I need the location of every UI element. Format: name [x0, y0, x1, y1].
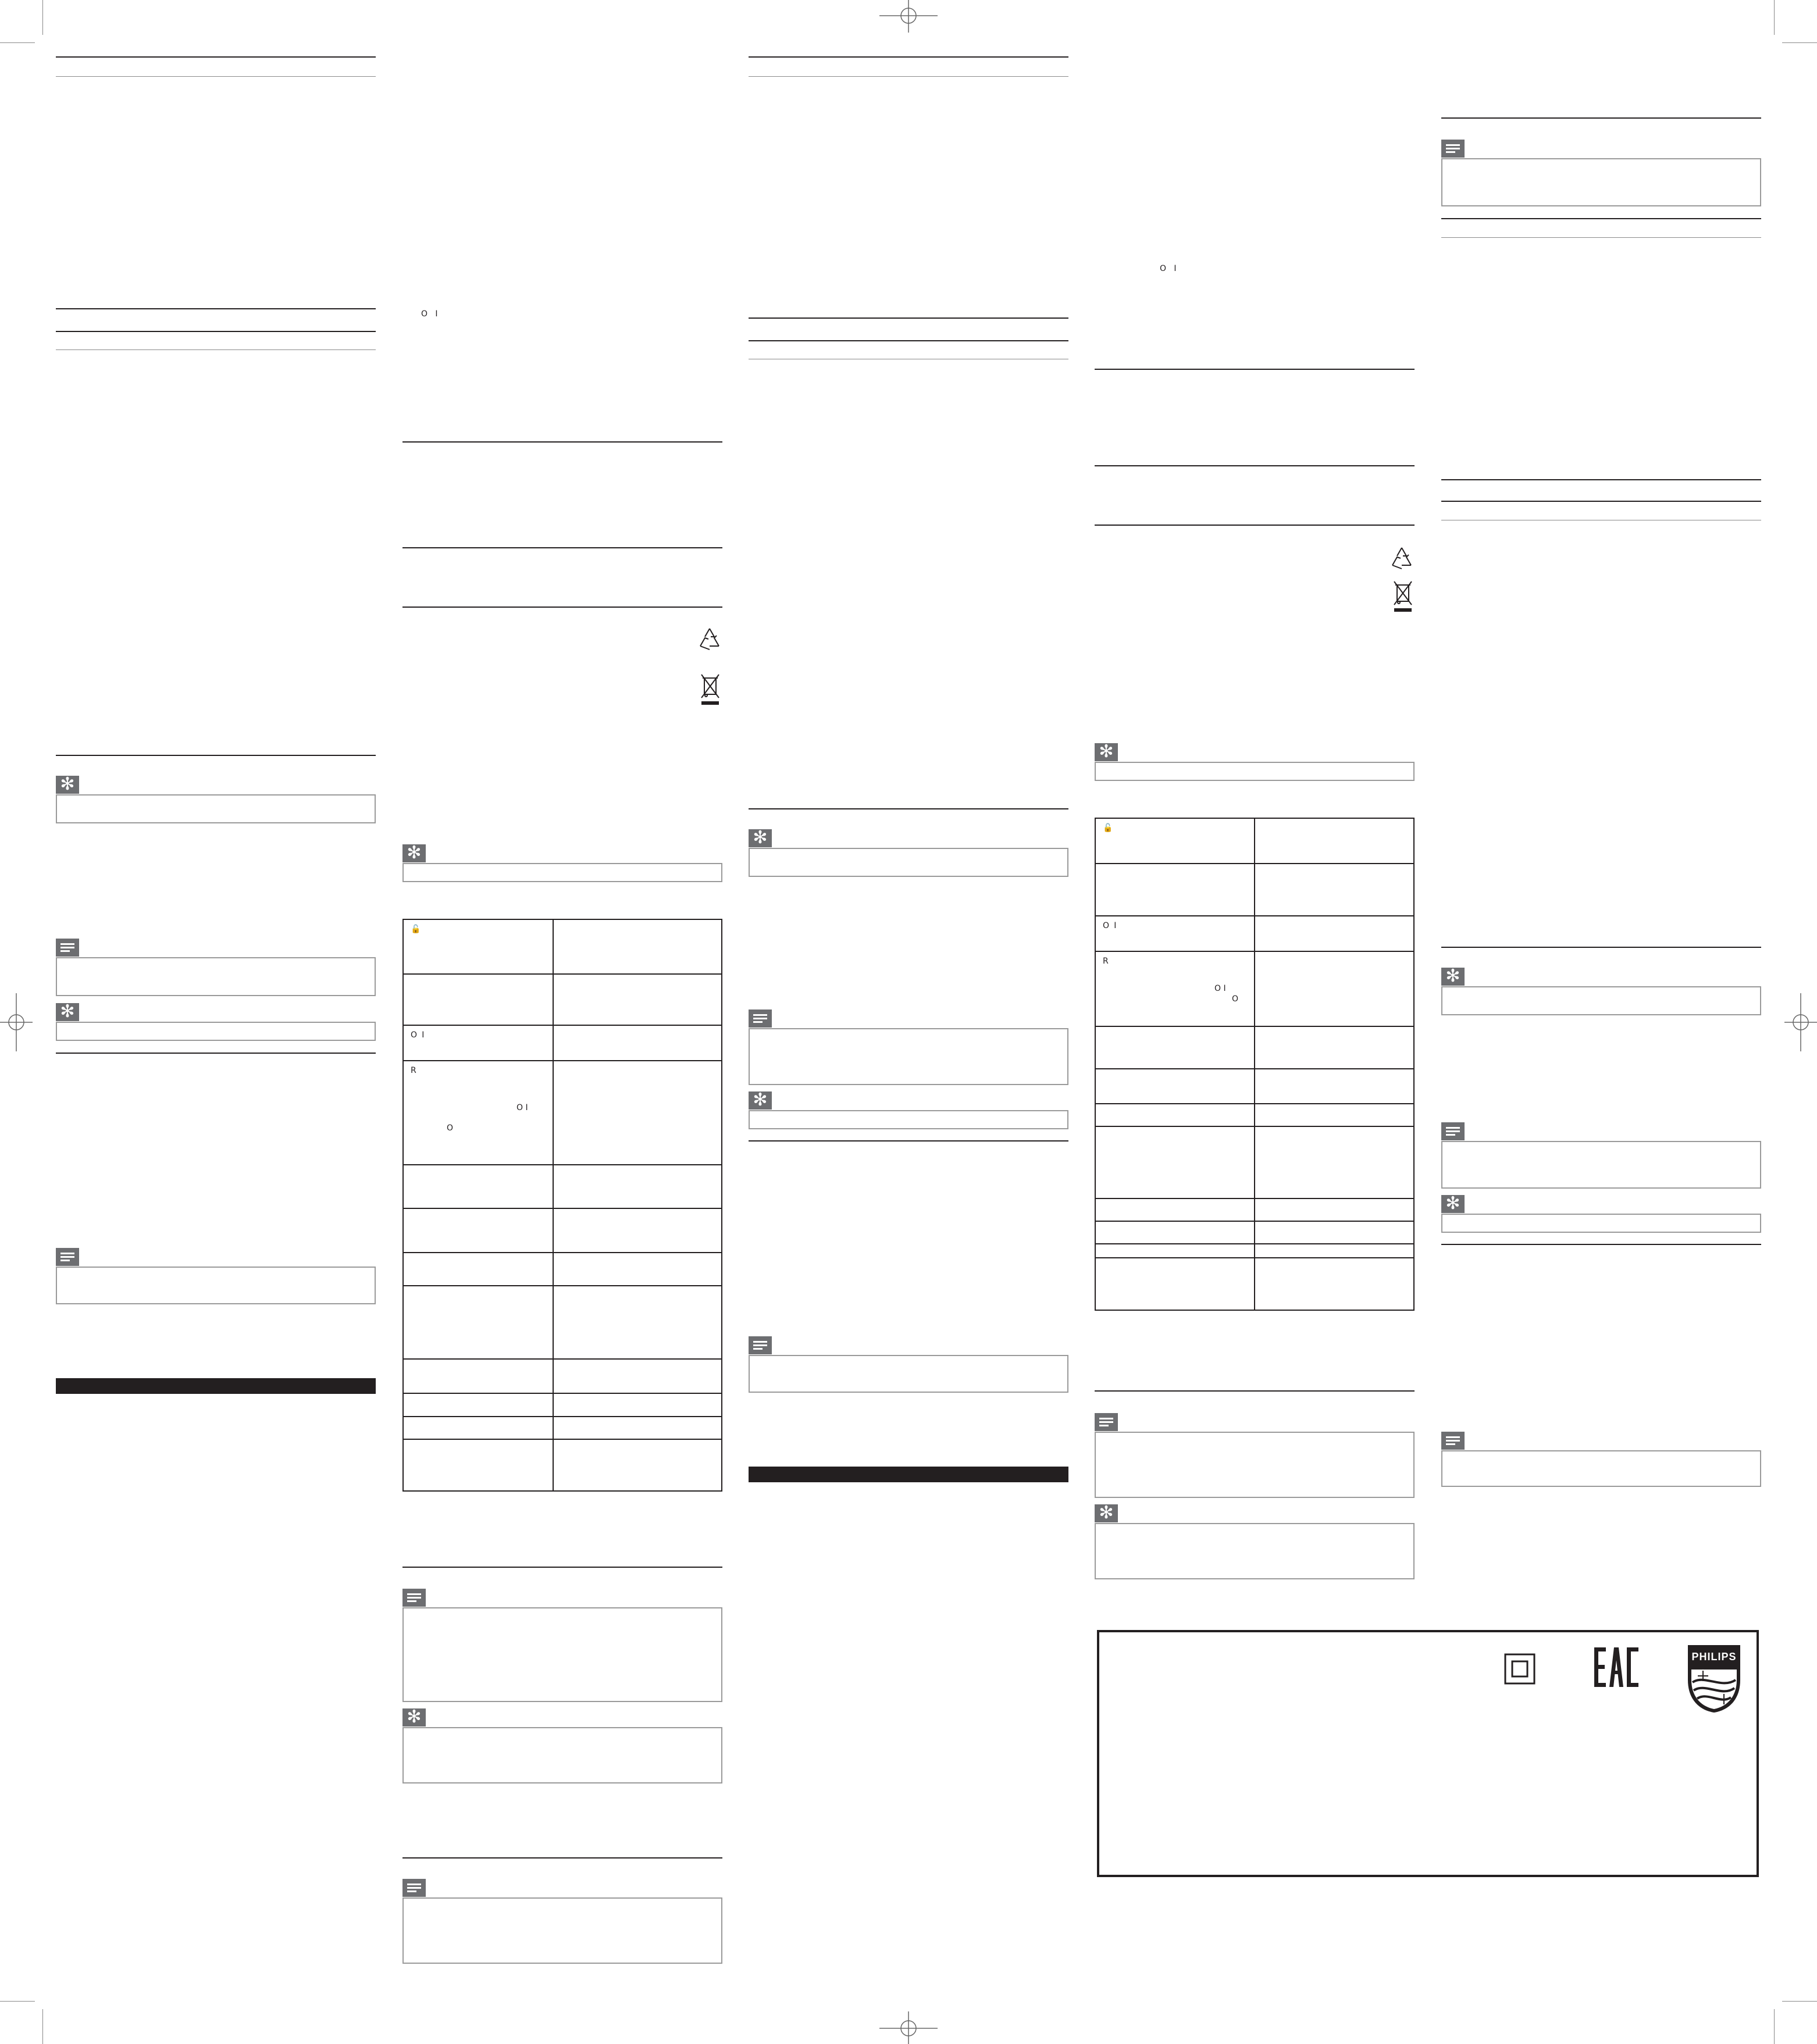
power-off-symbol: O [1160, 264, 1167, 273]
note-box [402, 1607, 722, 1702]
section-rule [1095, 369, 1415, 370]
lock-icon: 🔓 [411, 925, 421, 934]
eac-mark-icon [1593, 1646, 1640, 1688]
section-rule [56, 56, 376, 58]
philips-shield-logo [1687, 1644, 1741, 1714]
power-off-symbol: O [447, 1123, 454, 1133]
tip-box [1095, 1523, 1415, 1579]
tip-asterisk-icon: ✻ [56, 776, 79, 794]
note-box [56, 1267, 376, 1304]
section-rule [1095, 465, 1415, 466]
section-rule [749, 76, 1068, 77]
section-rule [1095, 525, 1415, 526]
note-icon [1095, 1413, 1118, 1431]
recycle-icon [1389, 545, 1415, 571]
tip-box [1441, 1214, 1761, 1233]
power-off-symbol: O [516, 1103, 523, 1112]
section-rule [1095, 1390, 1415, 1392]
tip-asterisk-icon: ✻ [1095, 743, 1118, 761]
note-icon [749, 1009, 772, 1028]
section-rule [402, 441, 722, 443]
registration-mark [879, 0, 938, 33]
crop-mark [42, 2009, 43, 2044]
language-bar [56, 1378, 376, 1394]
section-rule [749, 808, 1068, 809]
power-switch-symbols [421, 309, 438, 319]
section-rule [56, 1053, 376, 1054]
power-off-symbol: O [411, 1030, 418, 1040]
tip-box [1441, 986, 1761, 1015]
note-icon [1441, 1122, 1465, 1140]
section-rule [1441, 218, 1761, 219]
section-rule [402, 607, 722, 608]
brand-wordmark: PHILIPS [1691, 1651, 1737, 1663]
power-off-symbol: O [1214, 984, 1221, 993]
tip-box [402, 1727, 722, 1783]
section-rule [1441, 947, 1761, 948]
crop-mark [1782, 42, 1817, 43]
tip-asterisk-icon: ✻ [402, 1708, 426, 1726]
tip-asterisk-icon: ✻ [1095, 1504, 1118, 1522]
registration-mark [1784, 993, 1817, 1051]
tip-asterisk-icon: ✻ [1441, 968, 1465, 986]
crop-mark [1774, 2009, 1775, 2044]
registration-mark [879, 2011, 938, 2044]
note-box [1441, 1450, 1761, 1487]
power-on-symbol: I [1223, 984, 1226, 993]
section-rule [402, 1567, 722, 1568]
note-box [56, 957, 376, 996]
note-box [1441, 1141, 1761, 1189]
note-icon [1441, 1432, 1465, 1450]
section-rule [1441, 501, 1761, 502]
recycle-icon [697, 626, 722, 652]
note-icon [749, 1336, 772, 1354]
power-on-symbol: I [422, 1030, 425, 1040]
power-switch-symbols [516, 1103, 528, 1112]
note-box [1441, 158, 1761, 206]
power-off-symbol: O [1103, 921, 1110, 930]
power-on-symbol: I [435, 309, 438, 319]
note-icon [402, 1589, 426, 1607]
power-off-symbol: O [1232, 994, 1239, 1004]
power-switch-symbols [1214, 984, 1226, 993]
tip-box [56, 794, 376, 823]
tip-asterisk-icon: ✻ [749, 829, 772, 847]
section-rule [749, 318, 1068, 319]
section-rule [402, 547, 722, 548]
crop-mark [0, 2001, 35, 2002]
crop-mark [1774, 0, 1775, 35]
language-bar [749, 1467, 1068, 1482]
reset-symbol: R [411, 1066, 416, 1075]
tip-asterisk-icon: ✻ [749, 1091, 772, 1110]
section-rule [1441, 237, 1761, 238]
section-rule [749, 1140, 1068, 1141]
crossed-out-wheelie-bin-icon [1393, 580, 1413, 613]
tip-asterisk-icon: ✻ [402, 844, 426, 862]
note-box [749, 1028, 1068, 1085]
back-cover-panel [1097, 1630, 1759, 1877]
crop-mark [0, 42, 35, 43]
section-rule [56, 308, 376, 309]
section-rule [56, 755, 376, 756]
section-rule [402, 1857, 722, 1858]
crop-mark [42, 0, 43, 35]
section-rule [56, 76, 376, 77]
registration-mark [0, 993, 33, 1051]
section-rule [749, 56, 1068, 58]
tip-box [1095, 762, 1415, 781]
reset-symbol: R [1103, 957, 1109, 966]
tip-box [402, 863, 722, 882]
section-rule [1441, 479, 1761, 480]
section-rule [1441, 1244, 1761, 1245]
note-icon [402, 1879, 426, 1897]
power-off-symbol: O [421, 309, 428, 319]
power-on-symbol: I [525, 1103, 528, 1112]
double-insulation-icon [1504, 1653, 1535, 1685]
note-icon [56, 939, 79, 957]
note-icon [56, 1248, 79, 1266]
lock-icon: 🔓 [1103, 823, 1113, 833]
section-rule [56, 349, 376, 350]
note-box [1095, 1432, 1415, 1498]
tip-box [56, 1022, 376, 1041]
section-rule [1441, 117, 1761, 119]
crop-mark [1782, 2001, 1817, 2002]
tip-asterisk-icon: ✻ [56, 1003, 79, 1021]
note-box [402, 1897, 722, 1964]
power-on-symbol: I [1114, 921, 1117, 930]
power-on-symbol: I [1174, 264, 1177, 273]
tip-asterisk-icon: ✻ [1441, 1195, 1465, 1213]
crossed-out-wheelie-bin-icon [700, 673, 720, 706]
power-switch-symbols [1160, 264, 1177, 273]
section-rule [749, 340, 1068, 341]
troubleshooting-table [1095, 818, 1415, 1311]
section-rule [56, 331, 376, 332]
troubleshooting-table [402, 919, 722, 1492]
tip-box [749, 848, 1068, 877]
note-icon [1441, 140, 1465, 158]
note-box [749, 1355, 1068, 1393]
tip-box [749, 1110, 1068, 1129]
